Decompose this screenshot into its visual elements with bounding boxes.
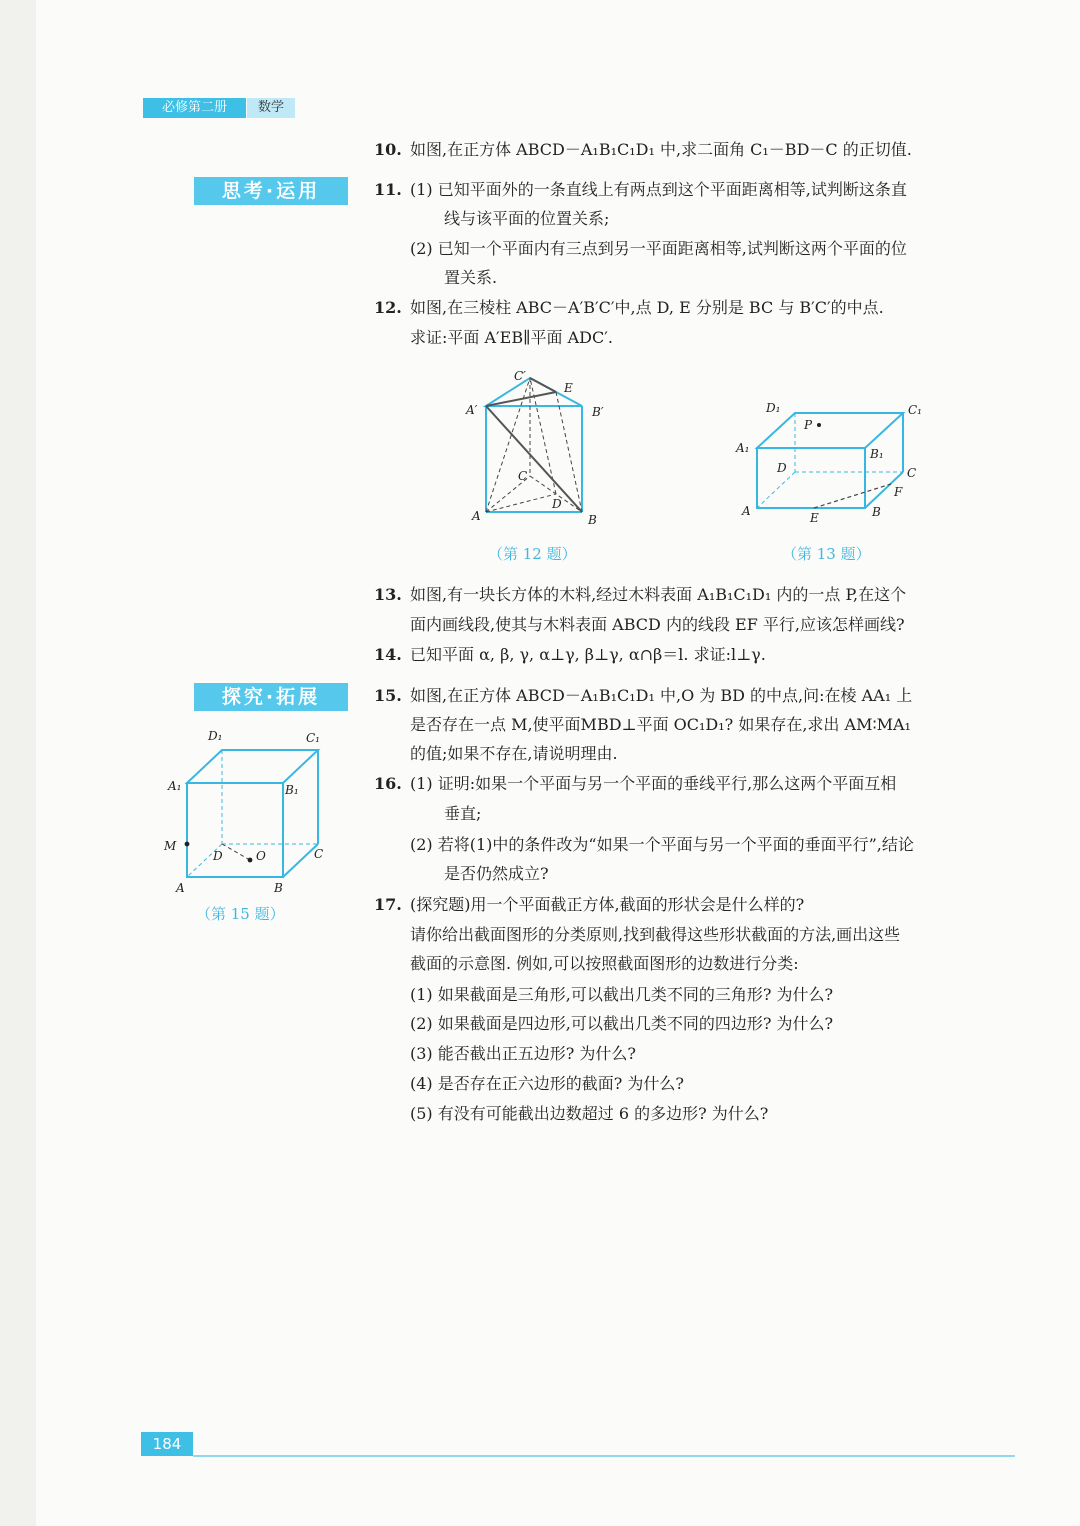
text-line: (1) 如果截面是三角形,可以截出几类不同的三角形? 为什么? <box>410 985 834 1004</box>
label-a1: A₁ <box>736 441 750 455</box>
subject-tab: 数学 <box>247 98 295 118</box>
label-b: B <box>274 881 283 895</box>
text-line: 是否仍然成立? <box>444 864 549 883</box>
label-b-prime: B′ <box>592 405 604 419</box>
label-c: C <box>314 847 324 861</box>
text-line: 垂直; <box>444 804 482 823</box>
label-d1: D₁ <box>766 401 781 415</box>
problem-number: 17. <box>374 895 402 914</box>
text-line: 面内画线段,使其与木料表面 ABCD 内的线段 EF 平行,应该怎样画线? <box>410 615 905 634</box>
label-c1: C₁ <box>908 403 922 417</box>
label-a: A <box>742 504 751 518</box>
book-title-tab: 必修第二册 <box>143 98 246 118</box>
text-line: (4) 是否存在正六边形的截面? 为什么? <box>410 1074 684 1093</box>
problem-number: 13. <box>374 585 402 604</box>
label-p: P <box>804 418 813 432</box>
page-number: 184 <box>141 1432 193 1456</box>
figure-12-prism <box>460 366 620 532</box>
problem-number: 12. <box>374 298 402 317</box>
problem-number: 15. <box>374 686 402 705</box>
label-e: E <box>564 381 573 395</box>
label-d1: D₁ <box>208 729 223 743</box>
label-b: B <box>872 505 881 519</box>
page-margin-shade <box>0 0 36 1526</box>
label-a-prime: A′ <box>466 403 478 417</box>
figure-15-caption: （第 15 题） <box>196 905 285 923</box>
text-line: (2) 若将(1)中的条件改为“如果一个平面与另一个平面的垂面平行”,结论 <box>410 835 914 854</box>
text-line: 已知平面 α, β, γ, α⊥γ, β⊥γ, α∩β＝l. 求证:l⊥γ. <box>410 645 766 664</box>
label-c-prime: C′ <box>514 369 526 383</box>
text-line: (1) 已知平面外的一条直线上有两点到这个平面距离相等,试判断这条直 <box>410 180 907 199</box>
text-line: 求证:平面 A′EB∥平面 ADC′. <box>410 328 613 347</box>
text-line: 截面的示意图. 例如,可以按照截面图形的边数进行分类: <box>410 954 799 973</box>
text-line: (3) 能否截出正五边形? 为什么? <box>410 1044 636 1063</box>
label-b: B <box>588 513 597 527</box>
label-d: D <box>552 497 562 511</box>
label-c1: C₁ <box>306 731 320 745</box>
text-line: 如图,有一块长方体的木料,经过木料表面 A₁B₁C₁D₁ 内的一点 P,在这个 <box>410 585 907 604</box>
text-line: 的值;如果不存在,请说明理由. <box>410 744 618 763</box>
problem-number: 10. <box>374 140 402 159</box>
figure-12-caption: （第 12 题） <box>488 545 577 563</box>
label-b1: B₁ <box>870 447 884 461</box>
text-line: 请你给出截面图形的分类原则,找到截得这些形状截面的方法,画出这些 <box>410 925 901 944</box>
figure-13-caption: （第 13 题） <box>782 545 871 563</box>
label-e: E <box>810 511 819 525</box>
text-line: 线与该平面的位置关系; <box>444 209 610 228</box>
label-o: O <box>256 849 266 863</box>
label-c: C <box>907 466 917 480</box>
label-c: C <box>518 469 528 483</box>
text-line: (2) 已知一个平面内有三点到另一平面距离相等,试判断这两个平面的位 <box>410 239 907 258</box>
label-f: F <box>894 485 903 499</box>
text-line: (5) 有没有可能截出边数超过 6 的多边形? 为什么? <box>410 1104 769 1123</box>
figure-15-cube <box>160 726 340 898</box>
text-line: 如图,在三棱柱 ABC－A′B′C′中,点 D, E 分别是 BC 与 B′C′的中点. <box>410 298 884 317</box>
text-line: 是否存在一点 M,使平面MBD⊥平面 OC₁D₁? 如果存在,求出 AM∶MA₁ <box>410 715 911 734</box>
label-b1: B₁ <box>285 783 299 797</box>
text-line: (2) 如果截面是四边形,可以截出几类不同的四边形? 为什么? <box>410 1014 834 1033</box>
figure-13-box <box>730 398 930 528</box>
label-d: D <box>777 461 787 475</box>
label-a: A <box>472 509 481 523</box>
problem-number: 11. <box>374 180 402 199</box>
section-banner-think: 思考·运用 <box>194 177 348 205</box>
problem-number: 14. <box>374 645 402 664</box>
text-line: 如图,在正方体 ABCD－A₁B₁C₁D₁ 中,求二面角 C₁－BD－C 的正切值. <box>410 140 912 159</box>
label-a1: A₁ <box>168 779 182 793</box>
label-a: A <box>176 881 185 895</box>
text-line: (探究题)用一个平面截正方体,截面的形状会是什么样的? <box>410 895 805 914</box>
footer-rule <box>193 1455 1015 1457</box>
section-banner-explore: 探究·拓展 <box>194 683 348 711</box>
label-m: M <box>164 839 177 853</box>
text-line: 如图,在正方体 ABCD－A₁B₁C₁D₁ 中,O 为 BD 的中点,问:在棱 AA₁ 上 <box>410 686 913 705</box>
problem-number: 16. <box>374 774 402 793</box>
text-line: (1) 证明:如果一个平面与另一个平面的垂线平行,那么这两个平面互相 <box>410 774 897 793</box>
label-d: D <box>213 849 223 863</box>
text-line: 置关系. <box>444 268 498 287</box>
